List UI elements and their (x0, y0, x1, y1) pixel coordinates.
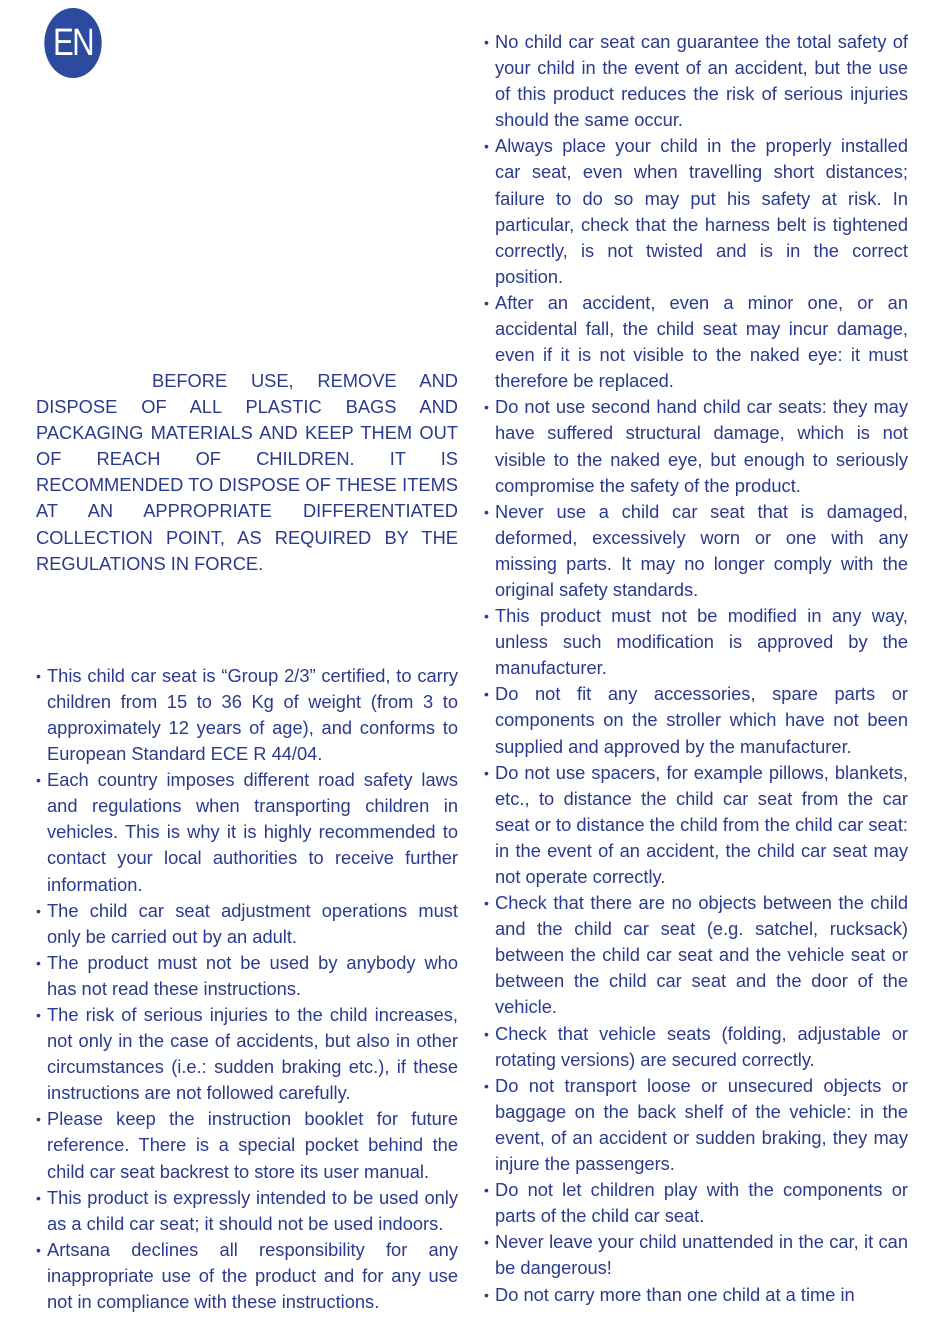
list-item: • After an accident, even a minor one, or an accidental fall, the child seat may incur damage, even if it is not visible to the naked eye: it must therefore be replaced. (484, 290, 908, 394)
list-item: • Please keep the instruction booklet for future reference. There is a special pocket behind the child car seat backrest to store its user manual. (36, 1106, 458, 1184)
packaging-warning: BEFORE USE, REMOVE AND DISPOSE OF ALL PLASTIC BAGS AND PACKAGING MATERIALS AND KEEP THEM OUT OF REACH OF CHILDREN. IT IS RECOMMENDED TO DISPOSE OF THESE ITEMS AT AN APPROPRIATE DIFFERENTIATED COLLECTION POINT, AS REQUIRED BY THE REGULATIONS IN FORCE. (36, 370, 458, 574)
list-item: • Always place your child in the properly installed car seat, even when travelling short distances; failure to do so may put his safety at risk. In particular, check that the harness belt is tightened correctly, is not twisted and is in the correct position. (484, 133, 908, 290)
list-item: • Each country imposes different road safety laws and regulations when transporting children in vehicles. This is why it is highly recommended to contact your local authorities to receive further information. (36, 767, 458, 897)
list-item: • This child car seat is “Group 2/3” certified, to carry children from 15 to 36 Kg of weight (from 3 to approximately 12 years of age), and conforms to European Standard ECE R 44/04. (36, 663, 458, 767)
list-item: • Do not transport loose or unsecured objects or baggage on the back shelf of the vehicle: in the event, of an accident or sudden braking, they may injure the passengers. (484, 1073, 908, 1177)
list-item: • This product is expressly intended to be used only as a child car seat; it should not be used indoors. (36, 1185, 458, 1237)
list-item: • Do not let children play with the components or parts of the child car seat. (484, 1177, 908, 1229)
list-item: • The risk of serious injuries to the child increases, not only in the case of accidents, but also in other circumstances (i.e.: sudden braking etc.), if these instructions are not followed carefully. (36, 1002, 458, 1106)
list-item: • Artsana declines all responsibility for any inappropriate use of the product and for any use not in compliance with these instructions. (36, 1237, 458, 1315)
list-item: • Do not use second hand child car seats: they may have suffered structural damage, which is not visible to the naked eye, but enough to seriously compromise the safety of the product. (484, 394, 908, 498)
list-item: • This product must not be modified in any way, unless such modification is approved by the manufacturer. (484, 603, 908, 681)
list-item: • Check that there are no objects between the child and the child car seat (e.g. satchel, rucksack) between the child car seat and the vehicle seat or between the child car seat and the door of the vehicle. (484, 890, 908, 1020)
right-warning-list (484, 29, 908, 1308)
right-column (484, 29, 908, 1308)
list-item: • Do not use spacers, for example pillows, blankets, etc., to distance the child car seat from the car seat or to distance the child from the child car seat: in the event of an accident, the child car seat may not operate correctly. (484, 760, 908, 890)
left-warning-list (36, 663, 458, 1315)
list-item: • The product must not be used by anybody who has not read these instructions. (36, 950, 458, 1002)
list-item: • No child car seat can guarantee the total safety of your child in the event of an accident, but the use of this product reduces the risk of serious injuries should the same occur. (484, 29, 908, 133)
list-item: • Do not carry more than one child at a time in (484, 1282, 908, 1308)
list-item: • Never leave your child unattended in the car, it can be dangerous! (484, 1229, 908, 1281)
language-badge: EN (44, 8, 101, 78)
list-item: • The child car seat adjustment operations must only be carried out by an adult. (36, 898, 458, 950)
list-item: • Never use a child car seat that is damaged, deformed, excessively worn or one with any missing parts. It may no longer comply with the original safety standards. (484, 499, 908, 603)
list-item: • Check that vehicle seats (folding, adjustable or rotating versions) are secured correctly. (484, 1021, 908, 1073)
left-column (36, 368, 458, 1315)
list-item: • Do not fit any accessories, spare parts or components on the stroller which have not been supplied and approved by the manufacturer. (484, 681, 908, 759)
